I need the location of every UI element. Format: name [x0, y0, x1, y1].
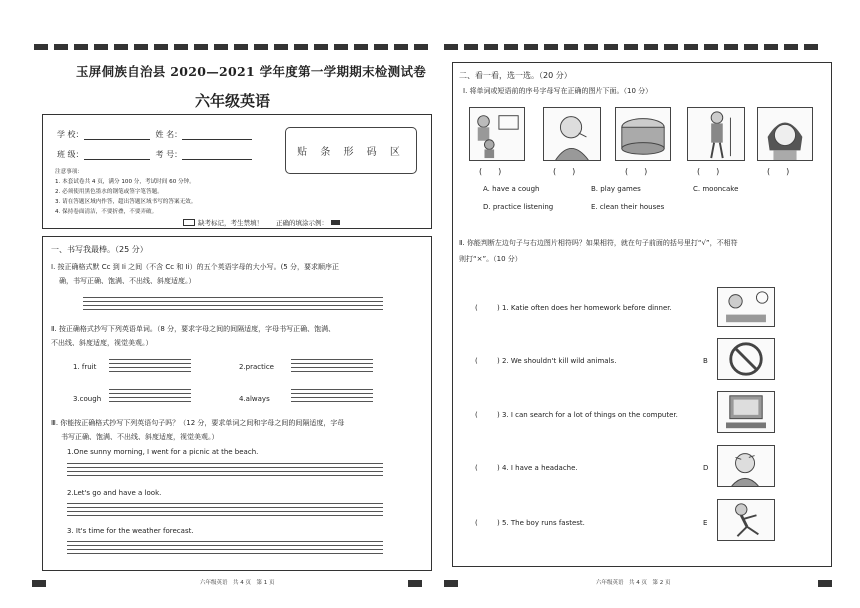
judgement-2: ) 2. We shouldn't kill wild animals. [497, 357, 617, 365]
page-two [446, 0, 838, 608]
judge-open-paren[interactable]: ( [475, 304, 478, 312]
name-field[interactable] [182, 131, 252, 140]
exam-title: 玉屏侗族自治县 2020—2021 学年度第一学期期末检测试卷 [76, 64, 427, 79]
sentence-1: 1.One sunny morning, I went for a picnic at the beach. [67, 448, 259, 456]
word-writing-lines[interactable] [109, 389, 191, 405]
info-row-2 [57, 149, 252, 160]
headache-person-icon [718, 446, 774, 486]
info-row-1 [57, 129, 252, 140]
judgement-1: ) 1. Katie often does her homework before dinner. [497, 304, 672, 312]
q1-instruction: Ⅰ. 将单词或短语前的序号字母写在正确的图片下面。（10 分） [463, 87, 653, 95]
notes [55, 167, 196, 217]
mooncake-icon [616, 108, 670, 160]
option-d: D. practice listening [483, 203, 554, 211]
fill-example-mark [331, 220, 340, 225]
answer-bracket-5[interactable]: ( ) [767, 167, 790, 176]
q2-instruction-cont: 不出线、斜度适度，视觉美观。） [51, 339, 153, 347]
sentence-writing-lines[interactable] [67, 541, 383, 557]
section-two-title: 二、看一看，选一选。（20 分） [459, 71, 572, 80]
class-label: 班 级： [57, 150, 84, 159]
q3-instruction: Ⅲ. 你能按正确格式抄写下列英语句子吗？（12 分，要求单词之间和字母之间的间隔适度，字母 [51, 419, 345, 427]
q2-instruction-cont: 则打“×”。（10 分） [459, 255, 522, 263]
judgement-4: ) 4. I have a headache. [497, 464, 578, 472]
name-label: 姓 名： [155, 130, 183, 139]
picture-play-games [757, 107, 813, 161]
girl-icon [758, 108, 812, 160]
picture-headache [717, 445, 775, 487]
picture-have-cough [543, 107, 601, 161]
subject-title: 六年级英语 [194, 92, 270, 110]
class-field[interactable] [84, 151, 150, 160]
note-item: 1. 本套试卷共 4 页，满分 100 分，考试时间 60 分钟。 [55, 179, 195, 185]
judge-open-paren[interactable]: ( [475, 357, 478, 365]
running-boy-icon [718, 500, 774, 540]
kids-listening-icon [470, 108, 524, 160]
notes-title: 注意事项： [55, 169, 83, 175]
section-one-title: 一、书写我最棒。（25 分） [51, 245, 148, 254]
student-info-box [42, 114, 432, 229]
judgement-3: ) 3. I can search for a lot of things on the computer. [497, 411, 678, 419]
answer-bracket-4[interactable]: ( ) [697, 167, 720, 176]
sentence-2: 2.Let's go and have a look. [67, 489, 162, 497]
word-practice: 2.practice [239, 363, 274, 371]
absent-checkbox[interactable] [183, 219, 195, 226]
q1-instruction-cont: 确，书写正确、饱满、不出线、斜度适度。） [59, 277, 196, 285]
prohibition-icon [718, 339, 774, 379]
section-one-box [42, 236, 432, 571]
picture-no-killing [717, 338, 775, 380]
barcode-area: 贴 条 形 码 区 [285, 127, 417, 174]
school-field[interactable] [84, 131, 150, 140]
sentence-3: 3. It's time for the weather forecast. [67, 527, 194, 535]
picture-computer [717, 391, 775, 433]
word-fruit: 1. fruit [73, 363, 97, 371]
option-c: C. mooncake [693, 185, 739, 193]
q2-instruction: Ⅱ. 你能判断左边句子与右边图片相符吗？如果相符，就在句子前面的括号里打“√”，不相符 [459, 239, 738, 247]
picture-homework [717, 287, 775, 327]
cleaning-person-icon [688, 108, 744, 160]
computer-icon [718, 392, 774, 432]
answer-bracket-1[interactable]: ( ) [479, 167, 502, 176]
option-e: E. clean their houses [591, 203, 665, 211]
page-footer: 六年级英语 共 4 页 第 2 页 [596, 580, 671, 586]
note-item: 2. 必须使用黑色墨水的钢笔或签字笔答题。 [55, 189, 163, 195]
note-item: 3. 请在答题区域内作答，超出答题区域书写的答案无效。 [55, 199, 197, 205]
absent-mark-row [183, 218, 340, 227]
exam-no-label: 考 号： [155, 150, 183, 159]
option-a: A. have a cough [483, 185, 540, 193]
picture-letter-e: E [703, 519, 708, 527]
q3-instruction-cont: 书写正确、饱满、不出线、斜度适度，视觉美观。） [61, 433, 219, 441]
school-label: 学 校： [57, 130, 84, 139]
absent-label: 缺考标记，考生禁填！ [198, 219, 263, 227]
answer-bracket-3[interactable]: ( ) [625, 167, 648, 176]
sentence-writing-lines[interactable] [67, 503, 383, 519]
judgement-5: ) 5. The boy runs fastest. [497, 519, 585, 527]
word-writing-lines[interactable] [291, 359, 373, 375]
fill-example-label: 正确的填涂示例： [276, 219, 328, 227]
coughing-person-icon [544, 108, 600, 160]
picture-letter-d: D [703, 464, 709, 472]
section-two-box [452, 62, 832, 567]
judge-open-paren[interactable]: ( [475, 519, 478, 527]
judge-open-paren[interactable]: ( [475, 411, 478, 419]
word-cough: 3.cough [73, 395, 102, 403]
q1-instruction: Ⅰ. 按正确格式默 Cc 到 Ii 之间（不含 Cc 和 Ii）的五个英语字母的大小写。(5 分，要求顺序正 [51, 263, 339, 271]
option-b: B. play games [591, 185, 641, 193]
page-one [30, 0, 435, 608]
picture-running [717, 499, 775, 541]
sentence-writing-lines[interactable] [67, 463, 383, 479]
answer-bracket-2[interactable]: ( ) [553, 167, 576, 176]
picture-practice-listening [469, 107, 525, 161]
exam-no-field[interactable] [182, 151, 252, 160]
page-footer: 六年级英语 共 4 页 第 1 页 [200, 580, 275, 586]
word-writing-lines[interactable] [109, 359, 191, 375]
q2-instruction: Ⅱ. 按正确格式抄写下列英语单词。（8 分，要求字母之间的间隔适度，字母书写正确、饱满、 [51, 325, 336, 333]
picture-letter-b: B [703, 357, 708, 365]
word-always: 4.always [239, 395, 270, 403]
judge-open-paren[interactable]: ( [475, 464, 478, 472]
note-item: 4. 保持卷面清洁，不要折叠，不要弄破。 [55, 209, 158, 215]
girl-homework-icon [718, 288, 774, 326]
word-writing-lines[interactable] [291, 389, 373, 405]
q1-writing-lines[interactable] [83, 297, 383, 313]
picture-clean-houses [687, 107, 745, 161]
picture-mooncake [615, 107, 671, 161]
